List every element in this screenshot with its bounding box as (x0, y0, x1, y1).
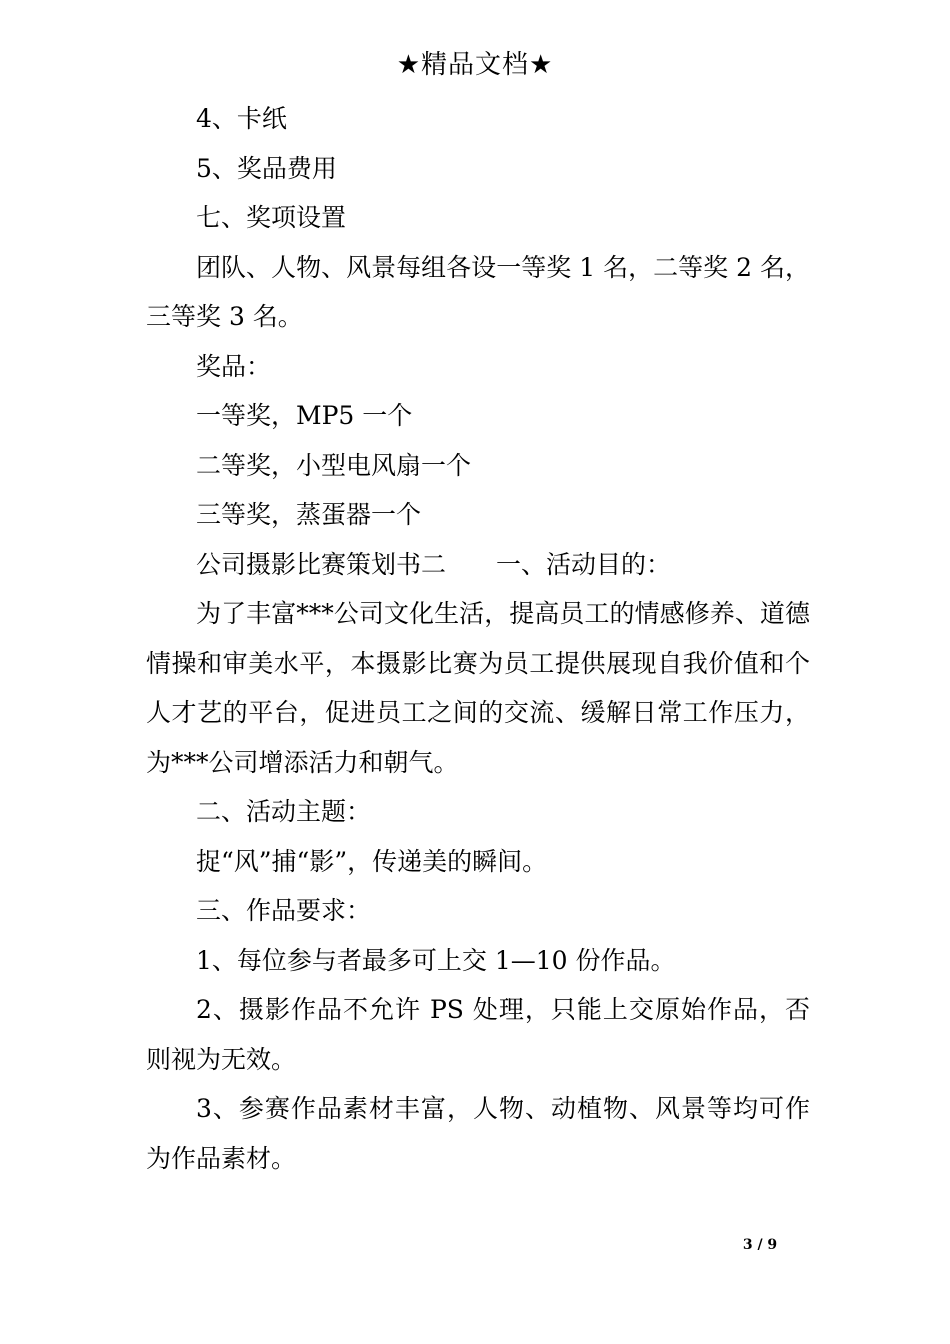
paragraph: 2、摄影作品不允许 PS 处理，只能上交原始作品，否则视为无效。 (146, 995, 810, 1074)
page-number (720, 1236, 800, 1254)
paragraph: 捉“风”捕“影”，传递美的瞬间。 (196, 846, 548, 876)
document-body (146, 94, 810, 1183)
paragraph: 三等奖，蒸蛋器一个 (196, 500, 422, 529)
section-heading: 公司摄影比赛策划书二 一、活动目的： (196, 549, 672, 579)
header-title: ★精品文档★ (396, 50, 554, 80)
section-heading: 七、奖项设置 (196, 203, 347, 232)
paragraph: 5、奖品费用 (196, 153, 337, 183)
paragraph: 奖品： (196, 351, 272, 381)
paragraph: 4、卡纸 (196, 104, 287, 133)
paragraph: 1、每位参与者最多可上交 1—10 份作品。 (196, 945, 676, 975)
page-number-label: 3 / 9 (742, 1237, 778, 1253)
paragraph: 团队、人物、风景每组各设一等奖 1 名，二等奖 2 名，三等奖 3 名。 (146, 252, 810, 331)
section-heading: 三、作品要求： (196, 896, 372, 925)
paragraph: 为了丰富***公司文化生活，提高员工的情感修养、道德情操和审美水平，本摄影比赛为员工提供展现自我价值和个人才艺的平台，促进员工之间的交流、缓解日常工作压力，为***公司增添活力和朝气。 (146, 599, 810, 777)
section-heading: 二、活动主题： (196, 797, 372, 826)
document-header (0, 48, 950, 82)
paragraph: 一等奖，MP5 一个 (196, 401, 413, 430)
paragraph: 二等奖，小型电风扇一个 (196, 450, 472, 480)
paragraph: 3、参赛作品素材丰富，人物、动植物、风景等均可作为作品素材。 (146, 1094, 810, 1173)
